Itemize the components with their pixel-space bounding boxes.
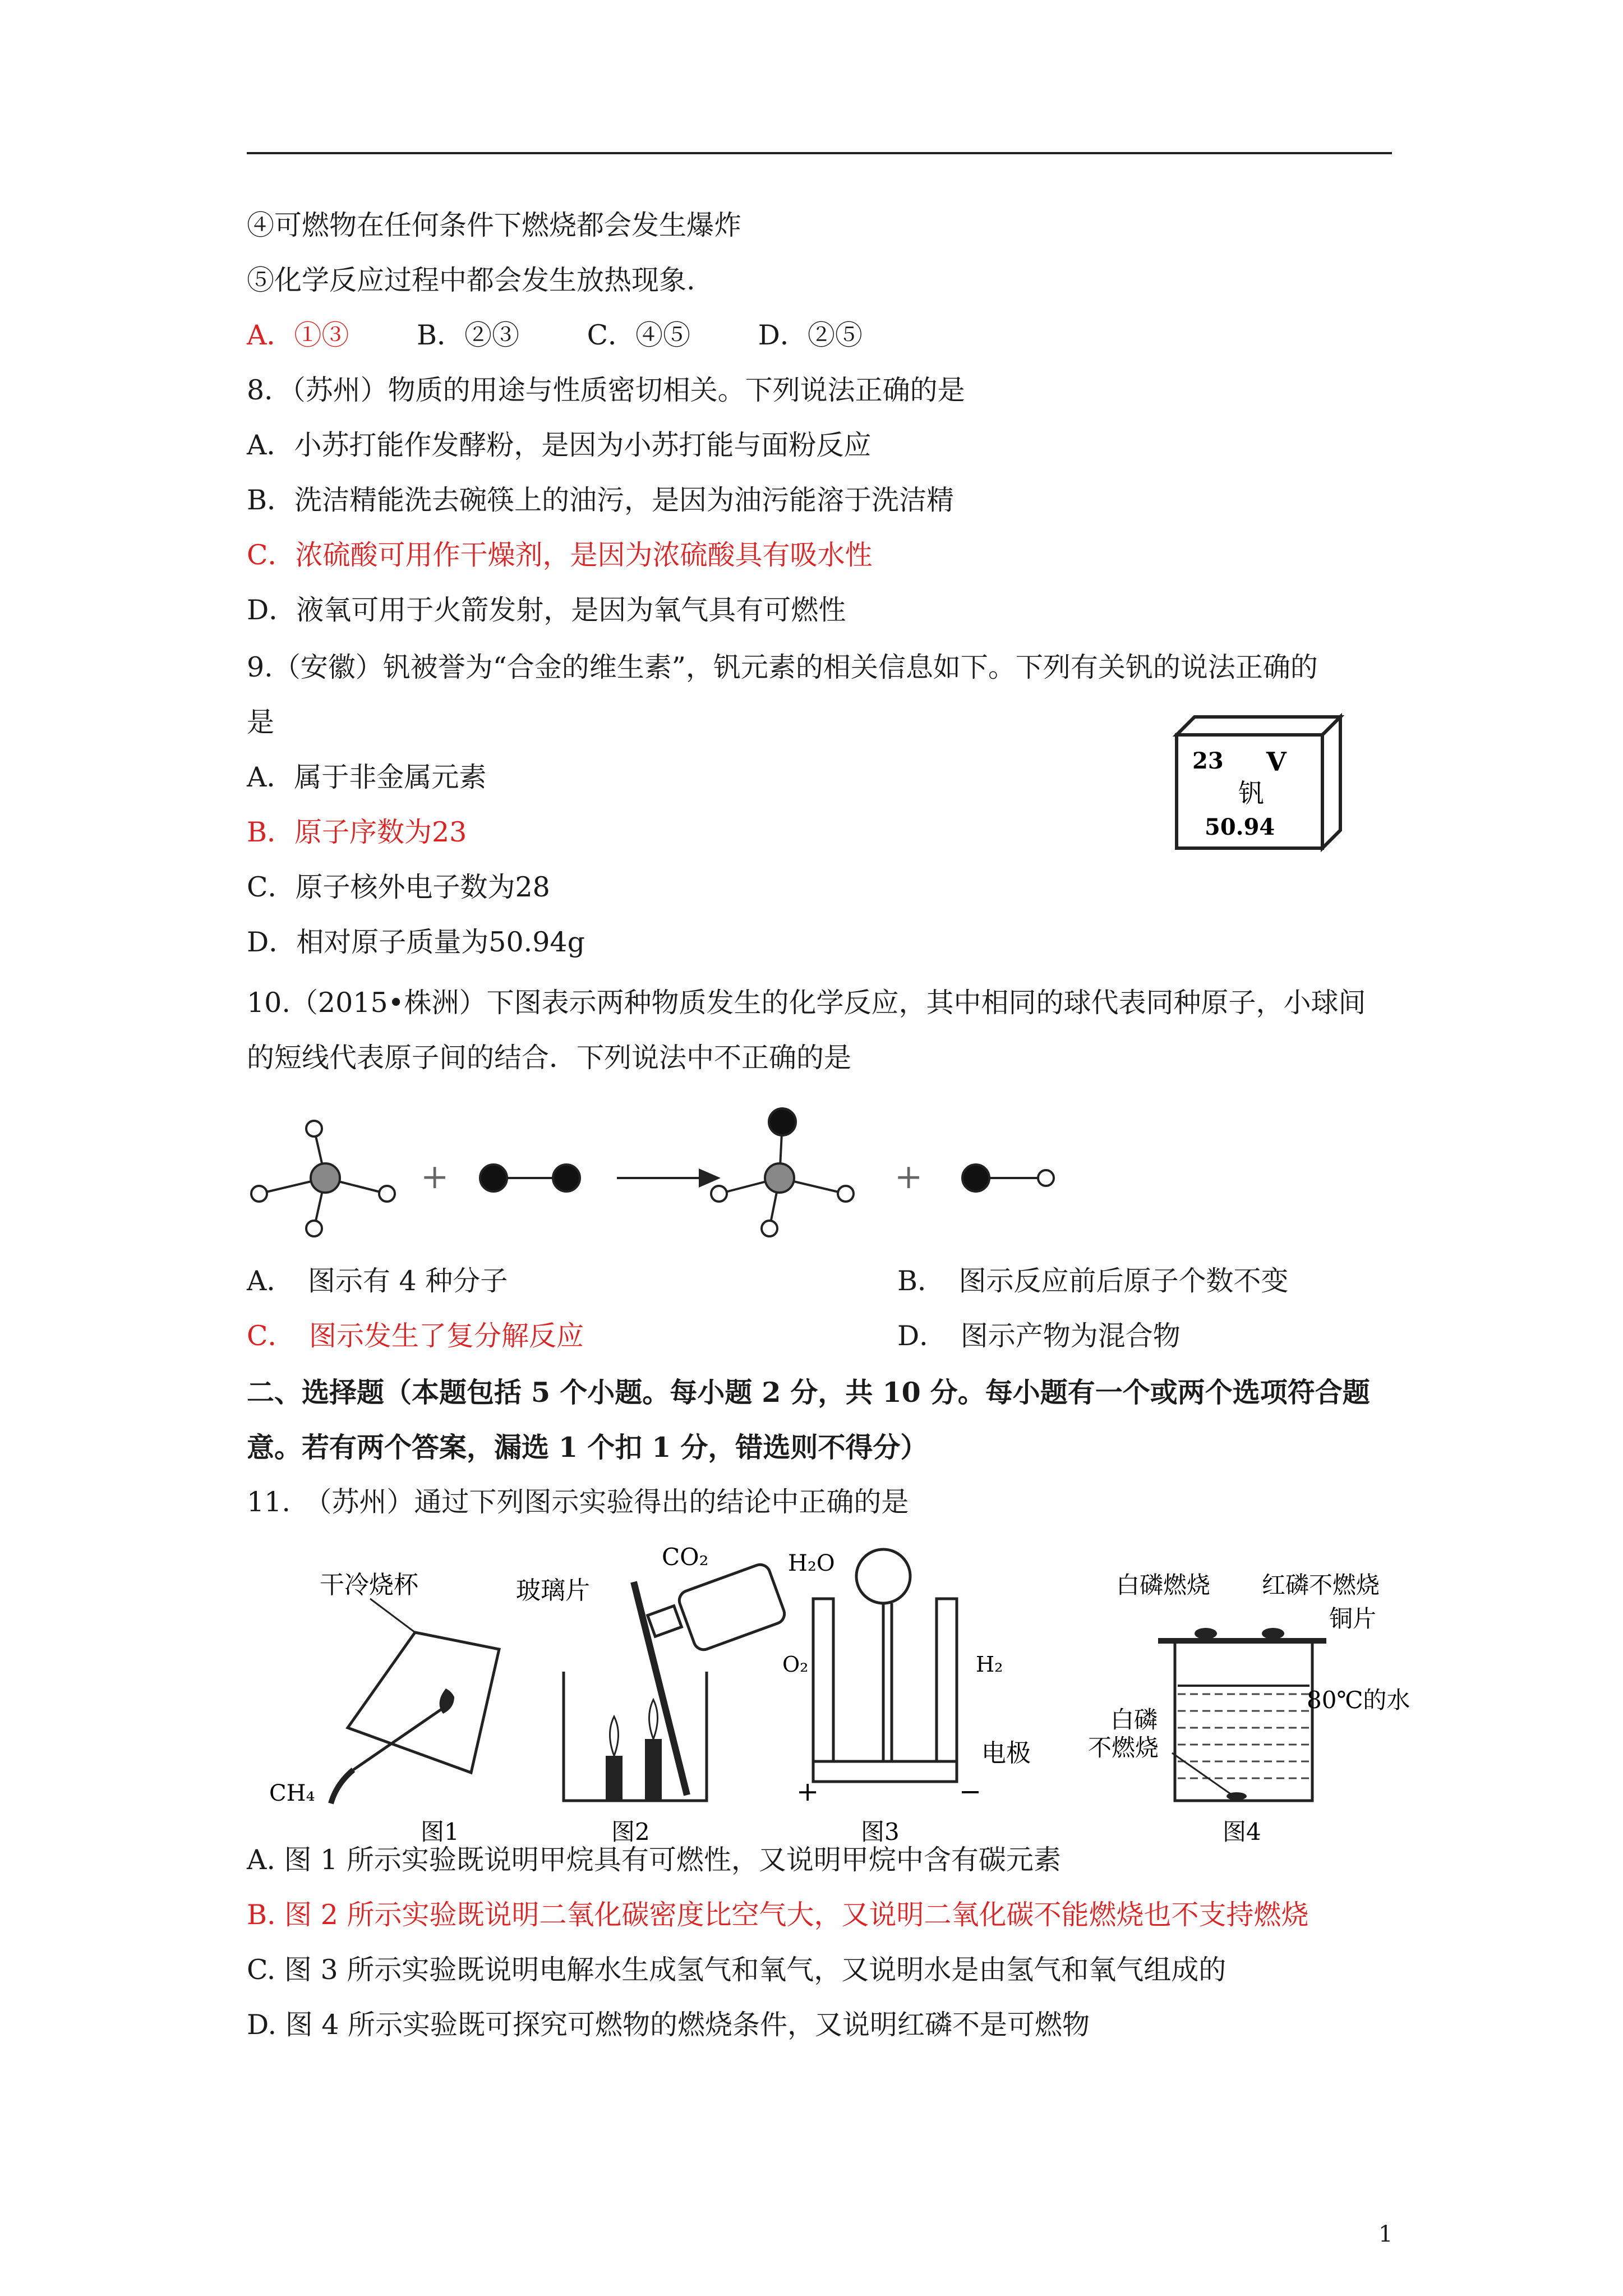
fig3-h2-label: H₂ — [976, 1652, 1003, 1677]
fig1-caption: 图1 — [421, 1818, 459, 1846]
fig3-electrode-label: 电极 — [981, 1739, 1031, 1768]
q10-options-row1 — [247, 1264, 1289, 1298]
fig1-beaker-label: 干冷烧杯 — [320, 1571, 418, 1599]
q8-option-b: B．洗洁精能洗去碗筷上的油污，是因为油污能溶于洗洁精 — [247, 484, 955, 516]
fig4-copper-label: 铜片 — [1329, 1605, 1377, 1632]
plus-sign-1: + — [421, 1157, 449, 1197]
q7-options — [247, 319, 921, 352]
q7-option-b: B．②③ — [416, 319, 519, 351]
fig3-minus: − — [959, 1776, 982, 1807]
q10-option-c: C． 图示发生了复分解反应 — [247, 1320, 584, 1352]
q7-option-d: D．②⑤ — [758, 319, 863, 351]
fig4-white-noburn-label-1: 白磷 — [1110, 1706, 1158, 1733]
figure-4-phosphorus — [1088, 1571, 1410, 1846]
q9-option-a: A．属于非金属元素 — [247, 761, 487, 793]
q9-option-d: D．相对原子质量为50.94g — [247, 926, 585, 958]
q7-item4: ④可燃物在任何条件下燃烧都会发生爆炸 — [247, 209, 742, 241]
card-atomic-number: 23 — [1192, 748, 1224, 774]
fig4-caption: 图4 — [1223, 1818, 1261, 1846]
q11-option-d: D. 图 4 所示实验既可探究可燃物的燃烧条件，又说明红磷不是可燃物 — [247, 2009, 1090, 2041]
q10-option-d: D． 图示产物为混合物 — [897, 1320, 1181, 1352]
fig2-gas-label: CO₂ — [662, 1543, 709, 1571]
q10-stem-line2: 的短线代表原子间的结合．下列说法中不正确的是 — [247, 1042, 852, 1074]
q7-option-c: C．④⑤ — [587, 319, 691, 351]
fig1-gas-label: CH₄ — [269, 1780, 315, 1806]
q11-experiment-figures — [247, 1537, 1430, 1851]
fig2-caption: 图2 — [611, 1818, 650, 1846]
header-rule — [247, 152, 1392, 154]
fig4-water-label: 80℃的水 — [1307, 1686, 1410, 1714]
card-atomic-mass: 50.94 — [1205, 814, 1275, 840]
q8-option-d: D．液氧可用于火箭发射，是因为氧气具有可燃性 — [247, 594, 846, 626]
fig4-white-noburn-label-2: 不燃烧 — [1088, 1734, 1159, 1761]
reaction-diagram — [247, 1099, 1088, 1268]
fig3-plus: + — [796, 1776, 819, 1807]
section2-heading-line1: 二、选择题（本题包括 5 个小题。每小题 2 分，共 10 分。每小题有一个或两个选项符合题 — [247, 1376, 1370, 1409]
reactant-molecule-2 — [480, 1165, 580, 1191]
fig4-red-noburn-label: 红磷不燃烧 — [1262, 1571, 1380, 1599]
q8-option-a: A．小苏打能作发酵粉，是因为小苏打能与面粉反应 — [247, 429, 872, 461]
section2-heading-line2: 意。若有两个答案，漏选 1 个扣 1 分，错选则不得分） — [247, 1431, 928, 1464]
fig3-water-label: H₂O — [788, 1550, 835, 1576]
q11-option-b: B. 图 2 所示实验既说明二氧化碳密度比空气大，又说明二氧化碳不能燃烧也不支持燃烧 — [247, 1899, 1309, 1931]
q10-stem-line1: 10.（2015•株洲）下图表示两种物质发生的化学反应，其中相同的球代表同种原子，小球间 — [247, 987, 1366, 1019]
fig2-glass-label: 玻璃片 — [516, 1576, 590, 1605]
card-element-name: 钒 — [1238, 778, 1264, 808]
q11-stem: 11. （苏州）通过下列图示实验得出的结论中正确的是 — [247, 1486, 909, 1518]
figure-3-electrolysis — [782, 1549, 1031, 1846]
q8-option-c: C．浓硫酸可用作干燥剂，是因为浓硫酸具有吸水性 — [247, 539, 873, 571]
page-number: 1 — [1378, 2221, 1393, 2247]
q9-option-c: C．原子核外电子数为28 — [247, 871, 550, 903]
reaction-arrow — [617, 1170, 718, 1186]
vanadium-element-card — [1172, 712, 1346, 858]
q10-options-row2 — [247, 1319, 1181, 1353]
reactant-molecule-1 — [251, 1121, 395, 1236]
q11-option-a: A. 图 1 所示实验既说明甲烷具有可燃性，又说明甲烷中含有碳元素 — [247, 1844, 1061, 1876]
fig3-o2-label: O₂ — [782, 1652, 809, 1677]
card-symbol: V — [1266, 747, 1287, 777]
q10-option-a: A． 图示有 4 种分子 — [247, 1265, 508, 1297]
q10-option-b: B． 图示反应前后原子个数不变 — [897, 1265, 1289, 1297]
fig4-white-burn-label: 白磷燃烧 — [1116, 1571, 1211, 1599]
q8-stem: 8．（苏州）物质的用途与性质密切相关。下列说法正确的是 — [247, 374, 965, 406]
product-molecule-2 — [962, 1165, 1054, 1191]
plus-sign-2: + — [895, 1157, 923, 1197]
q11-option-c: C. 图 3 所示实验既说明电解水生成氢气和氧气，又说明水是由氢气和氧气组成的 — [247, 1954, 1227, 1986]
product-molecule-1 — [711, 1108, 854, 1236]
figure-1-methane-burning — [269, 1571, 499, 1846]
q9-option-b: B．原子序数为23 — [247, 816, 467, 848]
q7-option-a: A．①③ — [247, 319, 349, 351]
fig3-caption: 图3 — [861, 1818, 900, 1846]
q9-stem-line2: 是 — [247, 706, 275, 738]
q9-stem-line1: 9.（安徽）钒被誉为“合金的维生素”，钒元素的相关信息如下。下列有关钒的说法正确的 — [247, 651, 1318, 683]
figure-2-co2-candles — [516, 1543, 787, 1846]
q7-item5: ⑤化学反应过程中都会发生放热现象. — [247, 264, 695, 296]
